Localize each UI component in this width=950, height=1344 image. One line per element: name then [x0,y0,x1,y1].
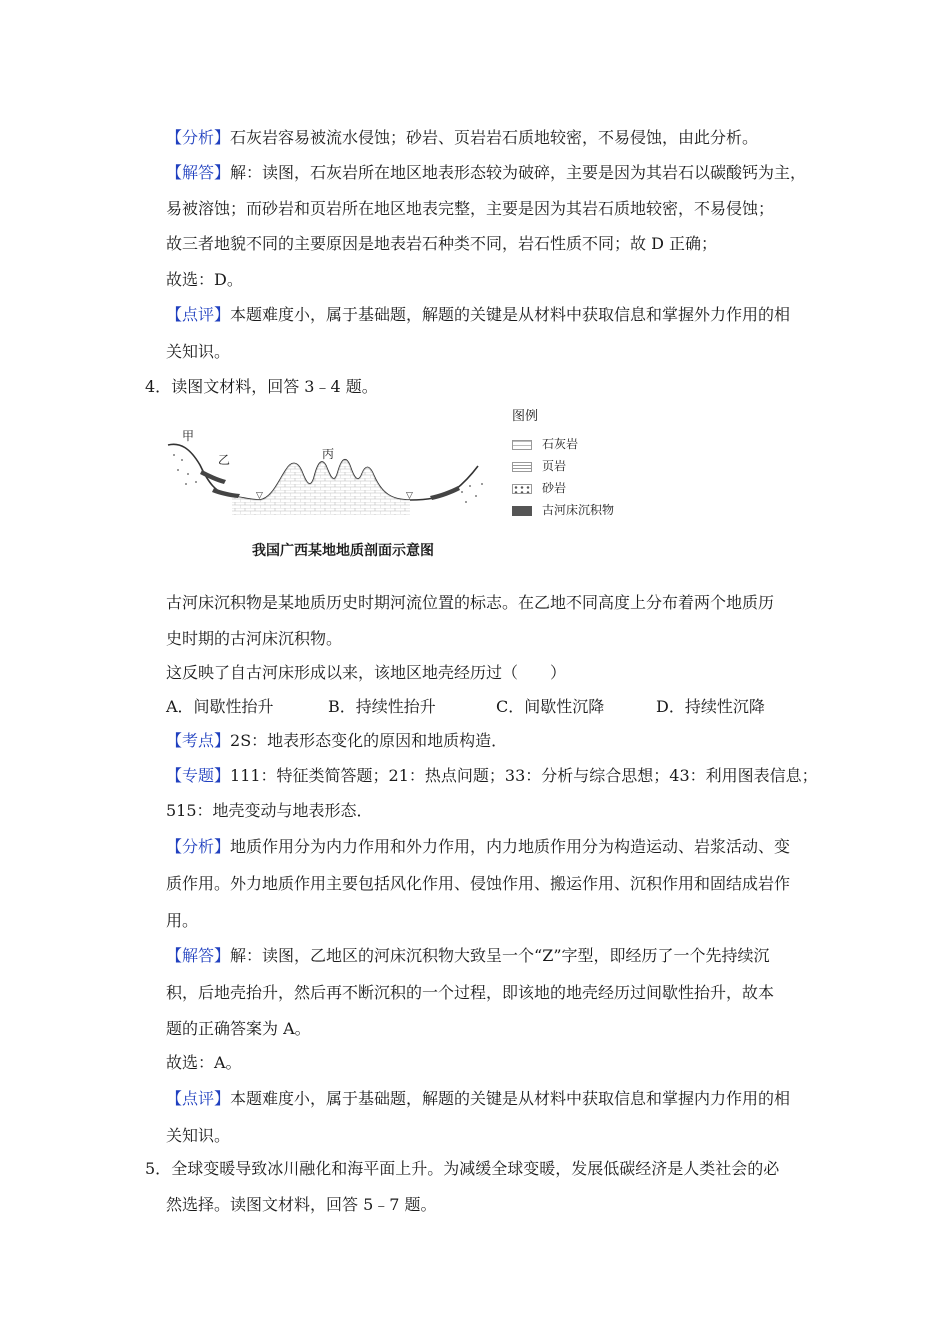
answer-paragraph [166,945,770,967]
analysis-paragraph [166,127,758,149]
question-5-prompt [145,1158,779,1180]
label-bing: 丙 [322,447,335,461]
question-line: 然选择。读图文材料，回答 5﹣7 题。 [166,1195,437,1214]
water-mark-icon: ▽ [406,491,413,501]
option-b[interactable]: B．持续性抬升 [328,697,436,716]
question-4-prompt [145,376,378,398]
label-yi: 乙 [218,453,231,467]
question-line: 全球变暖导致冰川融化和海平面上升。为减缓全球变暖，发展低碳经济是人类社会的必 [171,1159,780,1178]
option-a[interactable]: A．间歇性抬升 [166,697,274,716]
comment-line: 关知识。 [166,1126,231,1145]
option-c[interactable]: C．间歇性沉降 [496,697,605,716]
limestone-swatch [512,440,532,450]
riverbed-deposit-lower [212,488,240,498]
shale-swatch [512,462,532,472]
analysis-line: 质作用。外力地质作用主要包括风化作用、侵蚀作用、搬运作用、沉积作用和固结成岩作 [166,874,791,893]
material-line: 古河床沉积物是某地质历史时期河流位置的标志。在乙地不同高度上分布着两个地质历 [166,593,775,612]
comment-paragraph [166,304,790,326]
zhuanti-paragraph [166,765,818,787]
answer-tag: 【解答】 [166,946,231,965]
option-d[interactable]: D．持续性沉降 [656,697,765,716]
question-stem: 这反映了自古河床形成以来，该地区地壳经历过（ ） [166,663,567,682]
limestone-area [232,460,410,515]
legend-item-shale: 页岩 [512,459,566,473]
answer-line: 故三者地貌不同的主要原因是地表岩石种类不同，岩石性质不同；故 D 正确； [166,234,718,253]
question-prompt: 读图文材料，回答 3﹣4 题。 [171,377,378,396]
legend-title: 图例 [512,409,539,424]
question-number: 4． [145,377,172,396]
comment-line: 本题难度小，属于基础题，解题的关键是从材料中获取信息和掌握内力作用的相 [230,1089,791,1108]
kaodian-tag: 【考点】 [166,731,231,750]
sandstone-swatch [512,484,532,494]
comment-tag: 【点评】 [166,1089,231,1108]
choice-line: 故选：D。 [166,270,243,289]
analysis-tag: 【分析】 [166,128,231,147]
zhuanti-line: 515：地壳变动与地表形态． [166,801,373,820]
zhuanti-line: 111：特征类简答题；21：热点问题；33：分析与综合思想；43：利用图表信息； [230,766,818,785]
material-line: 史时期的古河床沉积物。 [166,629,343,648]
comment-paragraph [166,1088,790,1110]
label-jia: 甲 [182,429,195,443]
cross-section-diagram [160,400,500,530]
figure-caption: 我国广西某地地质剖面示意图 [252,543,434,559]
riverbed-swatch [512,506,532,516]
geologic-cross-section-figure [160,400,650,565]
comment-tag: 【点评】 [166,305,231,324]
answer-tag: 【解答】 [166,163,231,182]
answer-paragraph [166,162,806,184]
question-number: 5． [145,1159,172,1178]
water-mark-icon: ▽ [256,491,263,501]
analysis-paragraph [166,836,790,858]
legend-item-sandstone: 砂岩 [512,481,566,495]
answer-line: 易被溶蚀；而砂岩和页岩所在地区地表完整，主要是因为其岩石质地较密，不易侵蚀； [166,199,775,218]
legend-item-riverbed: 古河床沉积物 [512,503,614,517]
analysis-text: 石灰岩容易被流水侵蚀；砂岩、页岩岩石质地较密，不易侵蚀，由此分析。 [230,128,759,147]
zhuanti-tag: 【专题】 [166,766,231,785]
riverbed-deposit-upper [200,470,226,484]
comment-line: 关知识。 [166,342,231,361]
answer-line: 题的正确答案为 A。 [166,1019,311,1038]
analysis-line: 地质作用分为内力作用和外力作用，内力地质作用分为构造运动、岩浆活动、变 [230,837,791,856]
answer-line: 积，后地壳抬升，然后再不断沉积的一个过程，即该地的地壳经历过间歇性抬升，故本 [166,983,775,1002]
kaodian-text: 2S：地表形态变化的原因和地质构造． [230,731,508,750]
analysis-line: 用。 [166,911,199,930]
answer-line: 解：读图，石灰岩所在地区地表形态较为破碎，主要是因为其岩石以碳酸钙为主， [230,163,807,182]
legend-item-limestone: 石灰岩 [512,437,578,451]
answer-line: 解：读图，乙地区的河床沉积物大致呈一个“Z”字型，即经历了一个先持续沉 [230,946,770,965]
kaodian-paragraph [166,730,507,752]
riverbed-deposit-right [430,486,460,500]
analysis-tag: 【分析】 [166,837,231,856]
choice-line: 故选：A。 [166,1053,242,1072]
comment-line: 本题难度小，属于基础题，解题的关键是从材料中获取信息和掌握外力作用的相 [230,305,791,324]
